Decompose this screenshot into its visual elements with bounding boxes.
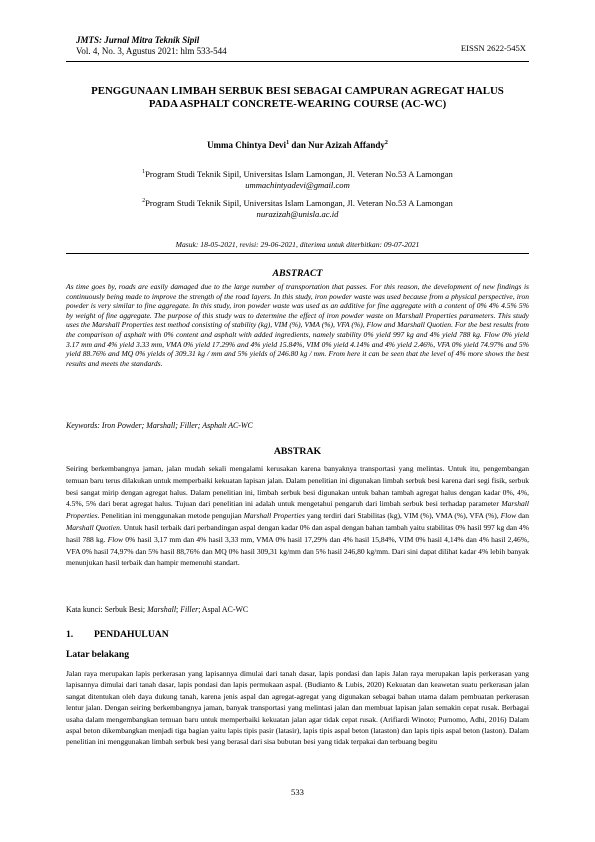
title-line-2: PADA ASPHALT CONCRETE-WEARING COURSE (AC-WC) (148, 98, 447, 110)
journal-name: JMTS: Jurnal Mitra Teknik Sipil (76, 35, 200, 45)
keywords-id-part: ; (176, 605, 181, 614)
keywords-id-term: Filler (180, 605, 199, 614)
affiliation-1-sup: 1 (142, 169, 146, 175)
keywords-en: Keywords: Iron Powder; Marshall; Filler; Asphalt AC-WC (66, 421, 253, 430)
abstrak-heading: ABSTRAK (273, 446, 322, 457)
author-2: Nur Azizah Affandy (308, 140, 385, 150)
header-rule (66, 61, 529, 62)
paper-title (66, 85, 529, 111)
abstrak-term: Flow (500, 511, 517, 521)
section-title: PENDAHULUAN (94, 629, 169, 640)
author-2-sup: 2 (384, 140, 388, 146)
abstrak-part: 0% hasil 3,17 mm dan 4% hasil 3,33 mm, VMA 0% hasil 17,29% dan 4% hasil 15,84%, VIM 0% hasil 4,14% dan 4% hasil 2,46%, VFA 0% hasil 74,97% dan 5% hasil 88,76% dan MQ 0% hasil 309,31 kg/mm dan 5% hasil 246,80 kg/mm. Dari sini dapat dilihat kadar 4% lebih banyak menunjukan hasil terbaik dan hampir memenuhi standart. (66, 534, 529, 568)
abstract-heading: ABSTRACT (272, 268, 323, 279)
abstrak-text (66, 463, 529, 569)
abstrak-part: Seiring berkembangnya jaman, jalan mudah sekali mengalami kerusakan karena banyaknya transportasi yang melintas. Untuk itu, pengembangan temuan baru terus dilakukan untuk memperbaiki kekuatan lapisan jalan. Dalam penelitian ini digunakan limbah serbuk besi karena dari segi fisik, serbuk besi sangat mirip dengan agregat halus. Dalam penelitian ini, limbah serbuk besi digunakan untuk bahan tambah agregat halus dengan kadar 0%, 4%, 4.5%, 5% dari berat agregat halus. Tujuan dari penelitian ini adalah untuk mengetahui pengaruh dari limbah serbuk besi terhadap parameter (66, 464, 529, 509)
abstrak-part: . Untuk hasil terbaik dari perbandingan aspal dengan kadar 0% dan aspal dengan bahan tambah yaitu stabilitas 0% hasil 997 kg dan 4% hasil 788 kg. (66, 522, 529, 544)
abstrak-term: Flow (107, 534, 124, 544)
affiliation-1-text: Program Studi Teknik Sipil, Universitas Islam Lamongan, Jl. Veteran No.53 A Lamongan (145, 168, 453, 179)
author-conj: dan (289, 140, 309, 150)
subsection-heading: Latar belakang (66, 649, 129, 660)
affiliation-2 (66, 196, 529, 220)
affiliation-2-email[interactable]: nurazizah@unisla.ac.id (256, 208, 339, 219)
journal-volume: Vol. 4, No. 3, Agustus 2021: hlm 533-544 (76, 46, 227, 56)
dates-rule (66, 253, 529, 254)
section-heading (66, 629, 169, 640)
abstrak-term: Marshall Properties (66, 499, 529, 521)
keywords-id-term: Marshall (147, 605, 177, 614)
journal-header (76, 35, 227, 57)
abstrak-part: . Penelitian ini menggunakan metode pengujian (97, 511, 244, 521)
section-number: 1. (66, 629, 74, 640)
abstrak-term: Marshall Properties (243, 511, 305, 521)
affiliation-2-sup: 2 (142, 198, 146, 204)
author-1: Umma Chintya Devi (207, 140, 287, 150)
page-number: 533 (291, 787, 304, 797)
author-1-sup: 1 (286, 140, 290, 146)
keywords-id (66, 605, 529, 614)
author-list (66, 140, 529, 150)
abstrak-part: dan (516, 511, 529, 521)
affiliation-1 (66, 167, 529, 191)
submission-dates: Masuk: 18-05-2021, revisi: 29-06-2021, diterima untuk diterbitkan: 09-07-2021 (175, 240, 420, 249)
abstract-text: As time goes by, roads are easily damaged due to the large number of transportation that passes. For this reason, the development of new findings is continuously being made to improve the strength of the road layers. In this study, iron powder waste was used because from a physical perspective, iron powder is very similar to fine aggregate. In this study, iron powder waste was used as an additive for fine aggregate with a content of 0% 4% 4.5% 5% by weight of fine aggregate. The purpose of this study was to determine the effect of iron powder waste on Marshall Properties parameters. This study uses the Marshall Properties test method consisting of stability (kg), VIM (%), VMA (%), VFA (%), Flow and Marshall Quotien. For the best results from the comparison of asphalt with 0% content and asphalt with added ingredients, namely stability 0% yield 997 kg and 4% yield 788 kg. Flow 0% yield 3.17 mm and 4% yield 3.33 mm, VMA 0% yield 17.29% and 4% yield 15.84%, VIM 0% yield 4.14% and 4% yield 2.46%, VFA 0% yield 74.97% and 5% yield 88.76% and MQ 0% yields of 309.31 kg / mm and 5% yields of 246.80 kg / mm. From here it can be seen that the level of 4% more shows the best results and meets the standards. (66, 282, 529, 368)
keywords-id-part: Kata kunci: Serbuk Besi; (66, 605, 148, 614)
keywords-id-part: ; Aspal AC-WC (198, 605, 249, 614)
affiliation-2-text: Program Studi Teknik Sipil, Universitas Islam Lamongan, Jl. Veteran No.53 A Lamongan (145, 197, 453, 208)
abstrak-part: yang terdiri dari Stabilitas (kg), VIM (%), VMA (%), VFA (%), (304, 511, 501, 521)
title-line-1: PENGGUNAAN LIMBAH SERBUK BESI SEBAGAI CAMPURAN AGREGAT HALUS (91, 85, 504, 97)
eissn: EISSN 2622-545X (460, 43, 526, 53)
intro-paragraph: Jalan raya merupakan lapis perkerasan yang lapisannya dimulai dari tanah dasar, lapis pondasi dan lapis Jalan raya merupakan lapis perkerasan yang lapisannya dimulai dari tanah dasar, lapis pondasi dan lapis permukaan aspal. (Budianto & Lubis, 2020) Kekuatan dan keawetan suatu perkerasan jalan sangat ditentukan oleh daya dukung tanah, karena jenis aspal dan agregat-agregat yang digunakan sebagai bahan utama dalam pembuatan perkerasan lentur jalan. Dengan seiring berkembangnya jaman, banyak transportasi yang melintasi jalan dan membuat lapisan jalan semakin cepat rusak. Berbagai usaha dalam mengembangkan temuan baru untuk memperbaiki kekuatan jalan agar tidak cepat rusak. (Arifiardi Winoto; Purnomo, Adhi, 2016) Dalam aspal beton dikembangkan menjadi tiga bagian yaitu lapis tipis pasir (latasir), lapis tipis aspal beton (lataston) dan lapis tipis aspal beton (laston). Dalam penelitian ini menggunakan limbah serbuk besi yang berasal dari sisa bubutan besi yang tidak terpakai dan terbuang begitu (66, 669, 529, 747)
abstrak-term: Marshall Quotien (66, 522, 120, 532)
affiliation-1-email[interactable]: ummachintyadevi@gmail.com (245, 179, 350, 190)
